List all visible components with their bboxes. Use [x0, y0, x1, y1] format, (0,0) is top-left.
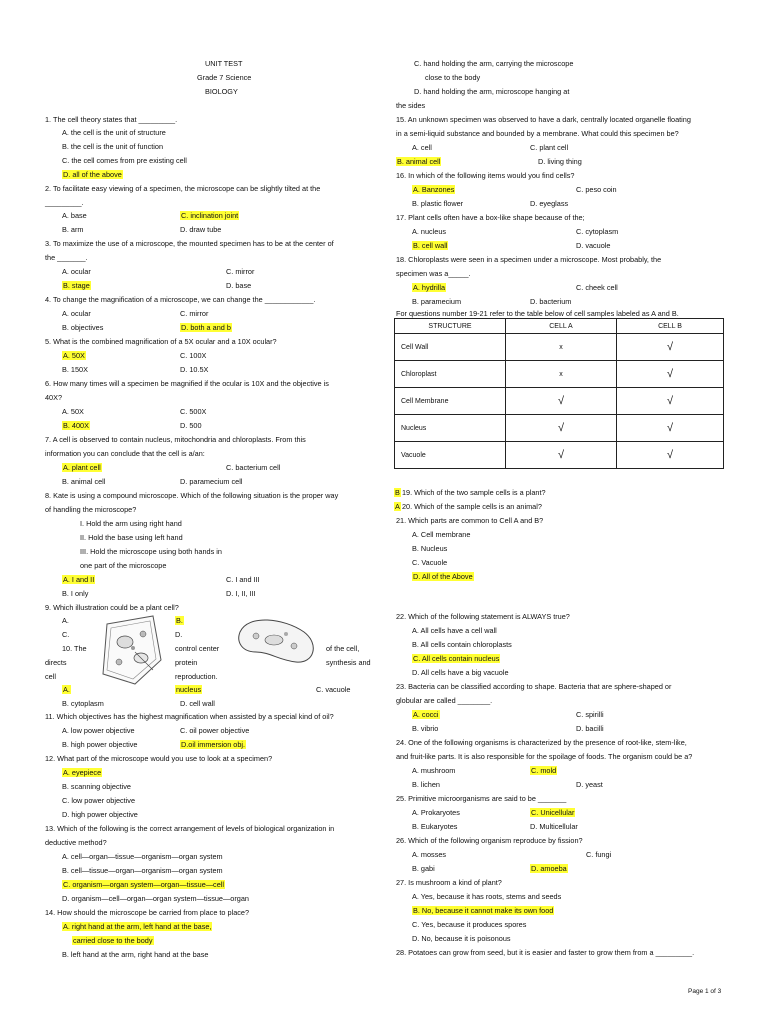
answer-text: D. All of the Above — [413, 572, 473, 581]
answer-highlight — [62, 464, 102, 471]
choice: B. objectives — [62, 323, 104, 332]
choice: D. bacterium — [530, 297, 572, 306]
choice: D. living thing — [538, 157, 582, 166]
question-28: 28. Potatoes can grow from seed, but it is easier and faster to grow them from a _________. — [396, 948, 695, 957]
answer-text: B. No, because it cannot make its own food — [413, 906, 554, 915]
question-13-cont: deductive method? — [45, 838, 107, 847]
choice: A. Cell membrane — [412, 530, 471, 539]
choice: D. organism—cell—organ—organ system—tissue—organ — [62, 894, 249, 903]
answer-text: A. Banzones — [413, 185, 455, 194]
table-header: CELL B — [617, 319, 724, 334]
statement: I. Hold the arm using right hand — [80, 519, 182, 528]
question-9: 9. Which illustration could be a plant cell? — [45, 603, 179, 612]
q10-text: protein — [175, 658, 198, 667]
question-15-cont: in a semi-liquid substance and bounded by a membrane. What could this specimen be? — [396, 129, 679, 138]
question-18: 18. Chloroplasts were seen in a specimen under a microscope. Most probably, the — [396, 255, 662, 264]
choice: C. peso coin — [576, 185, 617, 194]
answer-highlight — [180, 741, 246, 748]
choice: C. hand holding the arm, carrying the microscope — [414, 59, 574, 68]
question-26: 26. Which of the following organism reproduce by fission? — [396, 836, 583, 845]
table-header: STRUCTURE — [395, 319, 506, 334]
choice: B. plastic flower — [412, 199, 464, 208]
answer-text: B. stage — [63, 281, 90, 290]
table-cell: √ — [506, 388, 617, 415]
answer-highlight — [412, 711, 440, 718]
question-20: 20. Which of the sample cells is an animal? — [402, 502, 542, 511]
statement: II. Hold the base using left hand — [80, 533, 183, 542]
table-cell: x — [506, 334, 617, 361]
choice: D. cell wall — [180, 699, 215, 708]
answer-highlight — [62, 352, 86, 359]
choice: C. plant cell — [530, 143, 569, 152]
answer-highlight — [62, 171, 123, 178]
answer-highlight — [412, 655, 500, 662]
question-3: 3. To maximize the use of a microscope, the mounted specimen has to be at the center of — [45, 239, 334, 248]
choice: B. 150X — [62, 365, 88, 374]
choice: C. mirror — [226, 267, 255, 276]
doc-subject: BIOLOGY — [205, 87, 238, 96]
answer-text: B — [395, 488, 400, 497]
statement: one part of the microscope — [80, 561, 167, 570]
question-7: 7. A cell is observed to contain nucleus, mitochondria and chloroplasts. From this — [45, 435, 306, 444]
answer-text: D. amoeba — [531, 864, 567, 873]
answer-text: nucleus — [176, 685, 202, 694]
answer-text: C. Unicellular — [531, 808, 575, 817]
answer-text: D. both a and b — [181, 323, 231, 332]
answer-text: B. animal cell — [397, 157, 441, 166]
answer-highlight — [62, 576, 95, 583]
choice: B. high power objective — [62, 740, 138, 749]
question-24: 24. One of the following organisms is characterized by the presence of root-like, stem-like, — [396, 738, 687, 747]
question-27: 27. Is mushroom a kind of plant? — [396, 878, 502, 887]
choice: D. vacuole — [576, 241, 611, 250]
table-cell: Cell Wall — [395, 334, 506, 361]
answer-highlight — [396, 158, 441, 165]
choice: D. No, because it is poisonous — [412, 934, 511, 943]
plant-cell-illustration — [95, 612, 167, 690]
answer-highlight — [180, 212, 239, 219]
answer-highlight — [530, 767, 557, 774]
answer-highlight — [530, 865, 568, 872]
choice: close to the body — [425, 73, 481, 82]
answer-text: A. cocci — [413, 710, 439, 719]
answer-highlight — [175, 617, 184, 624]
choice: D. paramecium cell — [180, 477, 243, 486]
question-14: 14. How should the microscope be carried from place to place? — [45, 908, 250, 917]
question-15: 15. An unknown specimen was observed to have a dark, centrally located organelle floating — [396, 115, 691, 124]
answer-highlight — [412, 186, 455, 193]
q10-text: control center — [175, 644, 220, 653]
table-cell: √ — [617, 388, 724, 415]
choice: B. All cells contain chloroplasts — [412, 640, 512, 649]
question-12: 12. What part of the microscope would you use to look at a specimen? — [45, 754, 273, 763]
question-10: 10. The — [62, 644, 87, 653]
choice: A. mushroom — [412, 766, 456, 775]
q10-text: of the cell, — [326, 644, 360, 653]
choice: D. 10.5X — [180, 365, 209, 374]
choice: A. Yes, because it has roots, stems and seeds — [412, 892, 562, 901]
doc-subtitle: Grade 7 Science — [197, 73, 252, 82]
answer-highlight — [530, 809, 575, 816]
answer-highlight — [72, 937, 154, 944]
choice: B. left hand at the arm, right hand at the base — [62, 950, 209, 959]
choice: D. draw tube — [180, 225, 222, 234]
answer-text: A. eyepiece — [63, 768, 102, 777]
choice: B. vibrio — [412, 724, 439, 733]
choice: C. mirror — [180, 309, 209, 318]
answer-text: C. inclination joint — [181, 211, 239, 220]
choice: D. All cells have a big vacuole — [412, 668, 509, 677]
choice: B. Eukaryotes — [412, 822, 458, 831]
choice: A. ocular — [62, 267, 91, 276]
table-cell: Nucleus — [395, 415, 506, 442]
question-21: 21. Which parts are common to Cell A and B? — [396, 516, 544, 525]
choice: C. low power objective — [62, 796, 136, 805]
table-cell: x — [506, 361, 617, 388]
question-17: 17. Plant cells often have a box-like shape because of the; — [396, 213, 585, 222]
choice: D. — [175, 630, 183, 639]
answer-text: A. I and II — [63, 575, 95, 584]
choice: A. All cells have a cell wall — [412, 626, 497, 635]
q10-text: directs — [45, 658, 67, 667]
answer-highlight — [412, 284, 446, 291]
answer-text: B. 400X — [63, 421, 89, 430]
table-cell: √ — [506, 415, 617, 442]
answer-highlight — [62, 923, 212, 930]
choice: A. ocular — [62, 309, 91, 318]
table-row — [395, 415, 724, 442]
choice: C. the cell comes from pre existing cell — [62, 156, 187, 165]
answer-highlight — [62, 881, 225, 888]
table-cell: Cell Membrane — [395, 388, 506, 415]
q10-text: cell — [45, 672, 56, 681]
answer-highlight — [412, 907, 554, 914]
answer-text: B. cell wall — [413, 241, 448, 250]
answer-mark — [394, 503, 401, 510]
answer-highlight — [180, 324, 232, 331]
choice: B. animal cell — [62, 477, 106, 486]
choice: C. cytoplasm — [576, 227, 619, 236]
table-row — [395, 442, 724, 469]
choice: B. the cell is the unit of function — [62, 142, 163, 151]
choice: C. I and III — [226, 575, 260, 584]
question-24-cont: and fruit-like parts. It is also responsible for the spoilage of foods. The organism could be a? — [396, 752, 693, 761]
answer-text: A. right hand at the arm, left hand at the base, — [63, 922, 212, 931]
question-18-cont: specimen was a_____. — [396, 269, 471, 278]
table-cell: √ — [617, 415, 724, 442]
choice: A. Prokaryotes — [412, 808, 460, 817]
choice: B. gabi — [412, 864, 435, 873]
choice: the sides — [396, 101, 426, 110]
choice: A. mosses — [412, 850, 447, 859]
answer-text: carried close to the body — [73, 936, 153, 945]
answer-highlight — [62, 686, 71, 693]
choice: D. Multicellular — [530, 822, 578, 831]
question-3-cont: the _______. — [45, 253, 88, 262]
choice: B. cytoplasm — [62, 699, 104, 708]
answer-highlight — [62, 769, 102, 776]
choice: B. cell—tissue—organ—organism—organ system — [62, 866, 223, 875]
answer-highlight — [412, 573, 474, 580]
question-16: 16. In which of the following items would you find cells? — [396, 171, 575, 180]
choice: C. 500X — [180, 407, 207, 416]
choice: B. scanning objective — [62, 782, 131, 791]
choice: C. cheek cell — [576, 283, 618, 292]
question-19: 19. Which of the two sample cells is a plant? — [402, 488, 546, 497]
question-11: 11. Which objectives has the highest magnification when assisted by a special kind of oil? — [45, 712, 334, 721]
answer-text: A. plant cell — [63, 463, 101, 472]
choice: B. paramecium — [412, 297, 462, 306]
question-13: 13. Which of the following is the correct arrangement of levels of biological organization in — [45, 824, 335, 833]
choice: C. fungi — [586, 850, 612, 859]
answer-highlight — [175, 686, 202, 693]
page-number: Page 1 of 3 — [688, 988, 722, 995]
choice: C. Vacuole — [412, 558, 448, 567]
choice: D. high power objective — [62, 810, 138, 819]
question-22: 22. Which of the following statement is ALWAYS true? — [396, 612, 570, 621]
answer-text: D. all of the above — [63, 170, 122, 179]
table-cell: Chloroplast — [395, 361, 506, 388]
choice: A. low power objective — [62, 726, 135, 735]
question-25: 25. Primitive microorganisms are said to be _______ — [396, 794, 567, 803]
choice: A. nucleus — [412, 227, 447, 236]
choice: D. 500 — [180, 421, 202, 430]
answer-text: C. All cells contain nucleus — [413, 654, 500, 663]
choice: B. lichen — [412, 780, 440, 789]
choice: A. cell—organ—tissue—organism—organ system — [62, 852, 223, 861]
table-intro: For questions number 19-21 refer to the table below of cell samples labeled as A and B. — [396, 309, 679, 318]
answer-text: A. 50X — [63, 351, 85, 360]
choice: B. I only — [62, 589, 89, 598]
choice: B. Nucleus — [412, 544, 448, 553]
answer-text: C. mold — [531, 766, 557, 775]
choice: D. I, II, III — [226, 589, 256, 598]
question-6: 6. How many times will a specimen be magnified if the ocular is 10X and the objective is — [45, 379, 329, 388]
choice: A. base — [62, 211, 87, 220]
table-row — [395, 361, 724, 388]
question-23: 23. Bacteria can be classified according to shape. Bacteria that are sphere-shaped or — [396, 682, 672, 691]
choice: C. Yes, because it produces spores — [412, 920, 527, 929]
question-1: 1. The cell theory states that _________. — [45, 115, 178, 124]
table-row — [395, 334, 724, 361]
choice: B. arm — [62, 225, 84, 234]
table-cell: √ — [617, 361, 724, 388]
answer-highlight — [62, 282, 91, 289]
question-6-cont: 40X? — [45, 393, 63, 402]
choice: C. vacuole — [316, 685, 351, 694]
table-row — [395, 388, 724, 415]
question-8: 8. Kate is using a compound microscope. Which of the following situation is the proper way — [45, 491, 339, 500]
table-cell: √ — [506, 442, 617, 469]
q10-text: reproduction. — [175, 672, 218, 681]
choice: C. 100X — [180, 351, 207, 360]
table-header: CELL A — [506, 319, 617, 334]
statement: III. Hold the microscope using both hands in — [80, 547, 222, 556]
choice: D. base — [226, 281, 252, 290]
choice: C. bacterium cell — [226, 463, 281, 472]
choice: C. — [62, 630, 70, 639]
answer-text: D.oil immersion obj. — [181, 740, 246, 749]
table-cell: √ — [617, 334, 724, 361]
choice: A. — [62, 616, 69, 625]
answer-text: A — [395, 502, 400, 511]
cell-comparison-table — [394, 318, 724, 469]
question-8-cont: of handling the microscope? — [45, 505, 137, 514]
choice: D. hand holding the arm, microscope hanging at — [414, 87, 570, 96]
question-23-cont: globular are called ________. — [396, 696, 493, 705]
question-2-cont: _________. — [45, 198, 84, 207]
choice: C. oil power objective — [180, 726, 250, 735]
answer-text: B. — [176, 616, 183, 625]
answer-highlight — [412, 242, 448, 249]
table-cell: Vacuole — [395, 442, 506, 469]
choice: D. yeast — [576, 780, 603, 789]
choice: A. cell — [412, 143, 432, 152]
question-2: 2. To facilitate easy viewing of a specimen, the microscope can be slightly tilted at the — [45, 184, 321, 193]
question-7-cont: information you can conclude that the cell is a/an: — [45, 449, 205, 458]
doc-title: UNIT TEST — [205, 59, 243, 68]
answer-text: A. — [63, 685, 70, 694]
question-4: 4. To change the magnification of a microscope, we can change the ____________. — [45, 295, 316, 304]
question-5: 5. What is the combined magnification of a 5X ocular and a 10X ocular? — [45, 337, 277, 346]
answer-highlight — [62, 422, 90, 429]
choice: A. 50X — [62, 407, 84, 416]
table-header-row — [395, 319, 724, 334]
q10-text: synthesis and — [326, 658, 371, 667]
answer-text: C. organism—organ system—organ—tissue—cell — [63, 880, 224, 889]
choice: A. the cell is the unit of structure — [62, 128, 166, 137]
table-cell: √ — [617, 442, 724, 469]
choice: D. bacilli — [576, 724, 604, 733]
answer-text: A. hydrilla — [413, 283, 446, 292]
choice: C. spirilli — [576, 710, 604, 719]
choice: D. eyeglass — [530, 199, 569, 208]
answer-mark — [394, 489, 401, 496]
paramecium-illustration — [234, 612, 320, 668]
